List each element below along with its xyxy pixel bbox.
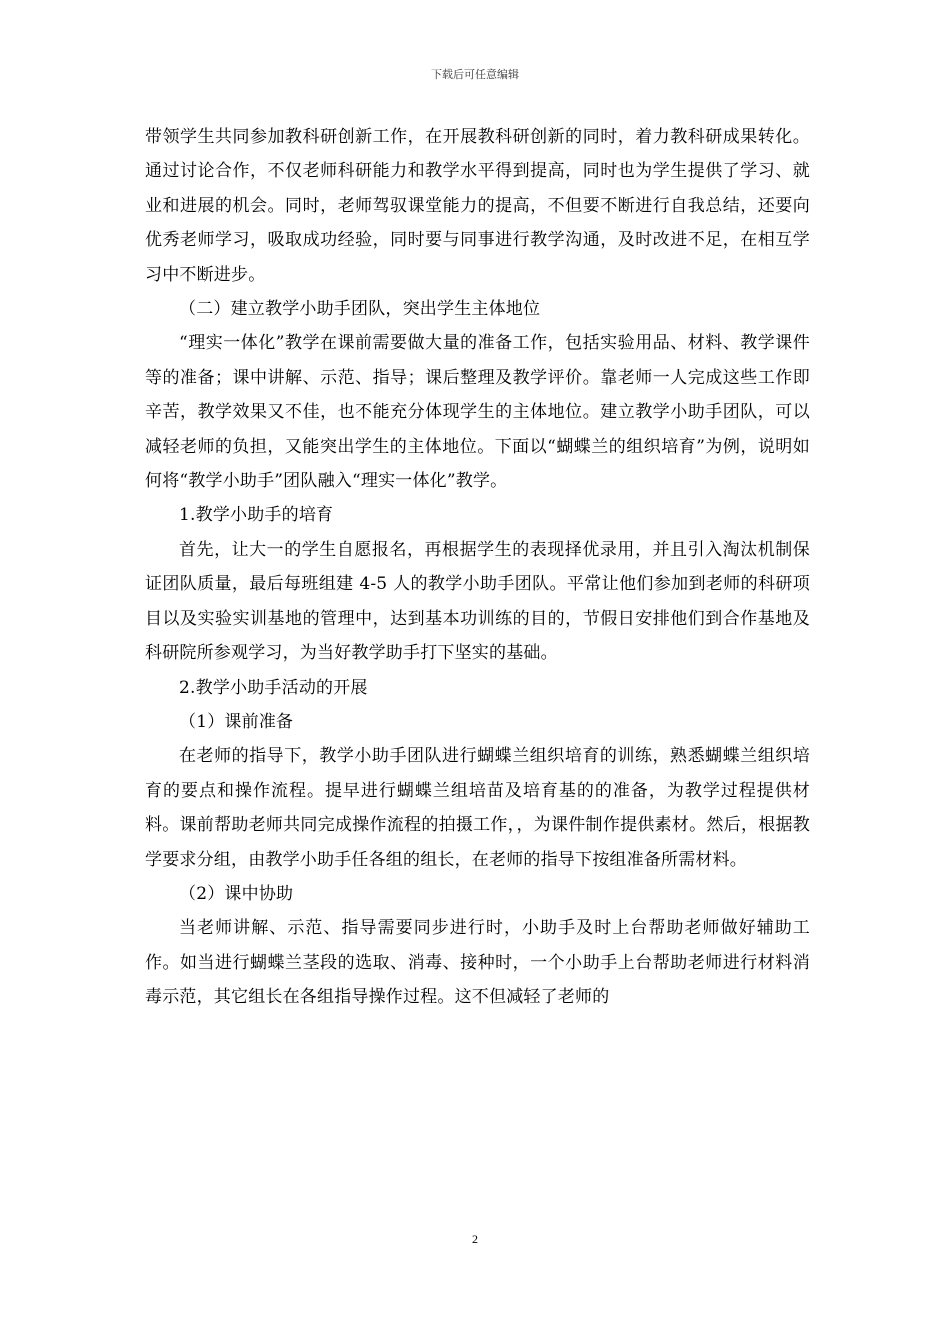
sub-subsection-heading: （1）课前准备: [179, 711, 294, 732]
body-text: [145, 120, 810, 1015]
subsection-heading: 2.教学小助手活动的开展: [179, 677, 368, 698]
section-heading: （二）建立教学小助手团队，突出学生主体地位: [179, 299, 541, 320]
paragraph: 首先，让大一的学生自愿报名，再根据学生的表现择优录用，并且引入淘汰机制保证团队质量，最后每班组建 4-5 人的教学小助手团队。平常让他们参加到老师的科研项目以及实验实训基地的管理中，达到基本功训练的目的，节假日安排他们到合作基地及科研院所参观学习，为当好教学助手打下坚实的基础。: [145, 539, 810, 664]
paragraph-continuation: 带领学生共同参加教科研创新工作，在开展教科研创新的同时，着力教科研成果转化。通过讨论合作，不仅老师科研能力和教学水平得到提高，同时也为学生提供了学习、就业和进展的机会。同时，老师驾驭课堂能力的提高，不但要不断进行自我总结，还要向优秀老师学习，吸取成功经验，同时要与同事进行教学沟通，及时改进不足，在相互学习中不断进步。: [145, 127, 810, 285]
sub-subsection-heading: （2）课中协助: [179, 883, 294, 904]
page-header: 下载后可任意编辑: [431, 68, 519, 81]
paragraph: “理实一体化”教学在课前需要做大量的准备工作，包括实验用品、材料、教学课件等的准备；课中讲解、示范、指导；课后整理及教学评价。靠老师一人完成这些工作即辛苦，教学效果又不佳，也不能充分体现学生的主体地位。建立教学小助手团队，可以减轻老师的负担，又能突出学生的主体地位。下面以“蝴蝶兰的组织培育”为例，说明如何将“教学小助手”团队融入“理实一体化”教学。: [145, 333, 810, 492]
paragraph: 在老师的指导下，教学小助手团队进行蝴蝶兰组织培育的训练，熟悉蝴蝶兰组织培育的要点和操作流程。提早进行蝴蝶兰组培苗及培育基的的准备，为教学过程提供材料。课前帮助老师共同完成操作流程的拍摄工作，，为课件制作提供素材。然后，根据教学要求分组，由教学小助手任各组的组长，在老师的指导下按组准备所需材料。: [145, 746, 810, 870]
page-number: 2: [472, 1232, 478, 1246]
subsection-heading: 1.教学小助手的培育: [179, 505, 334, 526]
paragraph: 当老师讲解、示范、指导需要同步进行时，小助手及时上台帮助老师做好辅助工作。如当进行蝴蝶兰茎段的选取、消毒、接种时，一个小助手上台帮助老师进行材料消毒示范，其它组长在各组指导操作过程。这不但减轻了老师的: [145, 918, 810, 1008]
